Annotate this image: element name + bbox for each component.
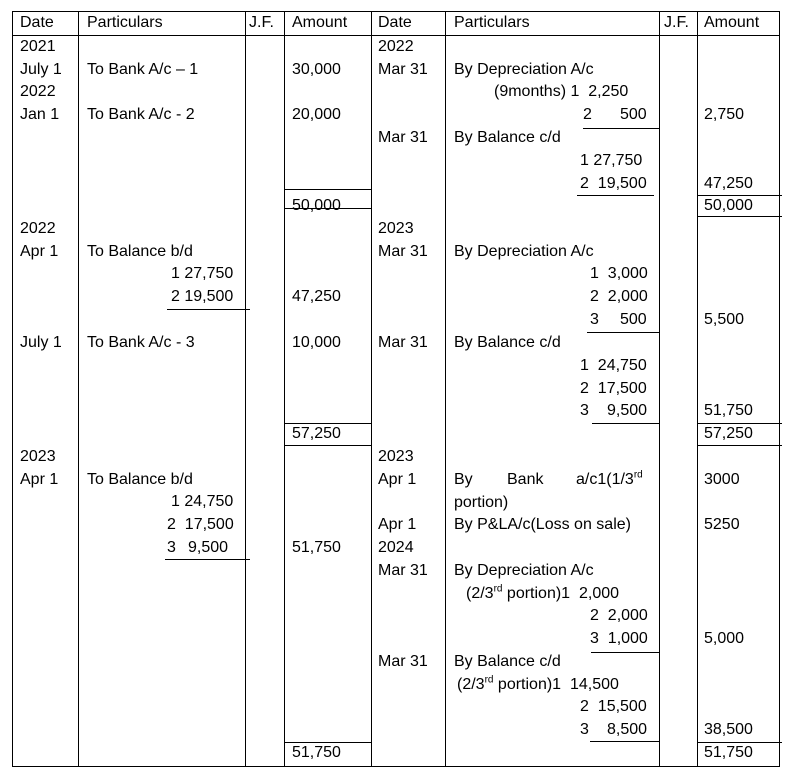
entry-bank-sale: a/c1(1/3rd bbox=[576, 469, 643, 488]
breakdown-item: 1 27,750 bbox=[171, 265, 234, 282]
date-cell: Mar 31 bbox=[378, 562, 428, 579]
header-particulars: Particulars bbox=[87, 14, 163, 31]
year: 2022 bbox=[20, 220, 56, 237]
border-right bbox=[779, 11, 780, 767]
subtotal-rule bbox=[591, 652, 659, 653]
amount-cell: 30,000 bbox=[292, 61, 341, 78]
header-amount: Amount bbox=[292, 14, 348, 31]
amount-cell: 5250 bbox=[704, 516, 740, 533]
entry-word: By bbox=[454, 471, 473, 488]
amount-cell: 47,250 bbox=[704, 175, 753, 192]
breakdown-item: (2/3rd portion)1 2,000 bbox=[466, 583, 620, 602]
amount-cell: 47,250 bbox=[292, 288, 341, 305]
subtotal-rule bbox=[165, 559, 250, 560]
total-amount: 50,000 bbox=[704, 197, 753, 214]
total-amount: 50,000 bbox=[292, 197, 341, 214]
year: 2022 bbox=[20, 83, 56, 100]
total-amount: 51,750 bbox=[704, 744, 753, 761]
breakdown-item: 500 bbox=[620, 106, 647, 123]
breakdown-item: 9,500 bbox=[607, 402, 648, 419]
total-amount: 57,250 bbox=[704, 425, 753, 442]
breakdown-item: 500 bbox=[620, 311, 647, 328]
entry-balance-cd: By Balance c/d bbox=[454, 334, 561, 351]
amount-cell: 10,000 bbox=[292, 334, 341, 351]
breakdown-item: 2 17,500 bbox=[580, 380, 647, 397]
date-cell: Mar 31 bbox=[378, 653, 428, 670]
rule-total-bottom bbox=[697, 216, 782, 217]
rule-total-bottom bbox=[284, 445, 372, 446]
total-amount: 51,750 bbox=[292, 744, 341, 761]
entry-balance-bd: To Balance b/d bbox=[87, 471, 193, 488]
subtotal-rule bbox=[577, 195, 654, 196]
year: 2022 bbox=[378, 38, 414, 55]
date-cell: Apr 1 bbox=[20, 243, 59, 260]
divider-date-particulars-cr bbox=[445, 11, 446, 767]
year: 2021 bbox=[20, 38, 56, 55]
divider-particulars-jf bbox=[245, 11, 246, 767]
breakdown-item: (9months) 1 2,250 bbox=[494, 83, 629, 100]
breakdown-item: 2 bbox=[583, 106, 592, 123]
breakdown-item: 2 15,500 bbox=[580, 698, 647, 715]
breakdown-item: 3 1,000 bbox=[590, 630, 648, 647]
breakdown-item: 1 3,000 bbox=[590, 265, 648, 282]
entry-bank-3: To Bank A/c - 3 bbox=[87, 334, 195, 351]
amount-cell: 20,000 bbox=[292, 106, 341, 123]
rule-total-top bbox=[284, 189, 372, 190]
header-date: Date bbox=[378, 14, 412, 31]
breakdown-item: 1 24,750 bbox=[171, 493, 234, 510]
breakdown-item: (2/3rd portion)1 14,500 bbox=[457, 674, 619, 693]
header-particulars: Particulars bbox=[454, 14, 530, 31]
breakdown-item: 2 2,000 bbox=[590, 288, 648, 305]
amount-cell: 5,000 bbox=[704, 630, 745, 647]
date-cell: Apr 1 bbox=[378, 471, 417, 488]
header-jf: J.F. bbox=[664, 14, 689, 31]
border-bottom bbox=[12, 766, 780, 767]
year: 2023 bbox=[378, 220, 414, 237]
entry-balance-bd: To Balance b/d bbox=[87, 243, 193, 260]
divider-date-particulars bbox=[78, 11, 79, 767]
breakdown-item: 8,500 bbox=[607, 721, 648, 738]
header-jf: J.F. bbox=[249, 14, 274, 31]
date-cell: July 1 bbox=[20, 61, 62, 78]
subtotal-rule bbox=[590, 741, 659, 742]
divider-particulars-jf-cr bbox=[659, 11, 660, 767]
date-cell: Apr 1 bbox=[20, 471, 59, 488]
amount-cell: 3000 bbox=[704, 471, 740, 488]
entry-word: portion) bbox=[454, 494, 509, 511]
entry-depreciation: By Depreciation A/c bbox=[454, 61, 594, 78]
header-divider bbox=[12, 35, 780, 36]
amount-cell: 5,500 bbox=[704, 311, 745, 328]
breakdown-item: 2 19,500 bbox=[580, 175, 647, 192]
breakdown-item: 3 bbox=[580, 402, 589, 419]
breakdown-item: 2 17,500 bbox=[167, 516, 234, 533]
date-cell: July 1 bbox=[20, 334, 62, 351]
breakdown-item: 9,500 bbox=[188, 539, 229, 556]
rule-total-bottom bbox=[697, 445, 782, 446]
divider-center bbox=[371, 11, 372, 767]
divider-jf-amount bbox=[284, 11, 285, 767]
entry-loss-on-sale: By P&LA/c(Loss on sale) bbox=[454, 516, 631, 533]
breakdown-item: 1 24,750 bbox=[580, 357, 647, 374]
entry-bank-2: To Bank A/c - 2 bbox=[87, 106, 195, 123]
total-amount: 57,250 bbox=[292, 425, 341, 442]
date-cell: Apr 1 bbox=[378, 516, 417, 533]
breakdown-item: 1 27,750 bbox=[580, 152, 643, 169]
breakdown-item: 2 19,500 bbox=[171, 288, 234, 305]
border-top bbox=[12, 11, 780, 12]
header-amount: Amount bbox=[704, 14, 760, 31]
amount-cell: 2,750 bbox=[704, 106, 745, 123]
entry-bank-1: To Bank A/c – 1 bbox=[87, 61, 199, 78]
amount-cell: 38,500 bbox=[704, 721, 753, 738]
date-cell: Mar 31 bbox=[378, 61, 428, 78]
year: 2023 bbox=[20, 448, 56, 465]
amount-cell: 51,750 bbox=[704, 402, 753, 419]
year: 2023 bbox=[378, 448, 414, 465]
date-cell: Mar 31 bbox=[378, 243, 428, 260]
subtotal-rule bbox=[167, 309, 250, 310]
breakdown-item: 2 2,000 bbox=[590, 607, 648, 624]
entry-depreciation: By Depreciation A/c bbox=[454, 562, 594, 579]
subtotal-rule bbox=[583, 128, 659, 129]
date-cell: Jan 1 bbox=[20, 106, 60, 123]
entry-depreciation: By Depreciation A/c bbox=[454, 243, 594, 260]
entry-balance-cd: By Balance c/d bbox=[454, 653, 561, 670]
breakdown-item: 3 bbox=[590, 311, 599, 328]
entry-word: Bank bbox=[507, 471, 544, 488]
date-cell: Mar 31 bbox=[378, 334, 428, 351]
entry-balance-cd: By Balance c/d bbox=[454, 129, 561, 146]
breakdown-item: 3 bbox=[580, 721, 589, 738]
subtotal-rule bbox=[587, 332, 659, 333]
divider-jf-amount-cr bbox=[697, 11, 698, 767]
date-cell: Mar 31 bbox=[378, 129, 428, 146]
year: 2024 bbox=[378, 539, 414, 556]
subtotal-rule bbox=[592, 423, 659, 424]
border-left bbox=[12, 11, 13, 767]
amount-cell: 51,750 bbox=[292, 539, 341, 556]
header-date: Date bbox=[20, 14, 54, 31]
breakdown-item: 3 bbox=[167, 539, 176, 556]
